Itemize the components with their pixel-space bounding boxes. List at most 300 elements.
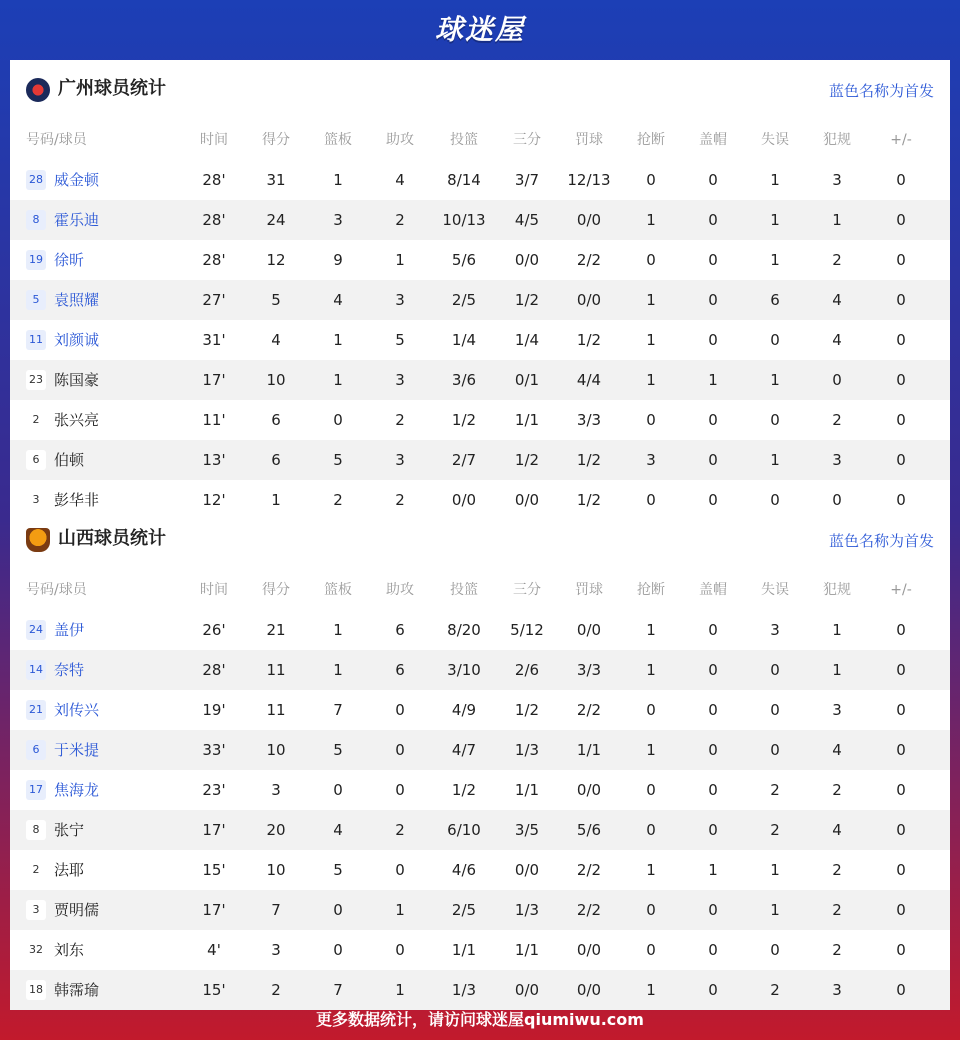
stat-field-goals: 2/5: [451, 291, 477, 309]
stat-rebounds: 4: [333, 291, 343, 309]
stat-points: 3: [271, 781, 281, 799]
column-header-turnovers: 失误: [761, 132, 789, 148]
stat-steals: 1: [646, 741, 656, 759]
stat-turnovers: 6: [770, 291, 780, 309]
brand-logo: 球迷屋: [434, 13, 525, 46]
stat-three-pointers: 4/5: [514, 211, 540, 229]
player-cell: [26, 440, 196, 480]
footer-banner[interactable]: 更多数据统计，请访问球迷屋qiumiwu.com: [316, 1010, 644, 1029]
jersey-number-badge: 18: [26, 980, 46, 1000]
stat-free-throws: 0/0: [576, 981, 602, 999]
stat-minutes: 15': [202, 861, 226, 879]
column-header-three-pointers: 三分: [513, 582, 541, 598]
player-row[interactable]: [10, 650, 950, 690]
stat-fouls: 2: [832, 781, 842, 799]
stat-rebounds: 4: [333, 821, 343, 839]
stat-steals: 1: [646, 291, 656, 309]
stat-assists: 2: [395, 411, 405, 429]
stat-three-pointers: 5/12: [510, 621, 544, 639]
stat-fouls: 3: [832, 981, 842, 999]
stat-plus-minus: 0: [896, 171, 906, 189]
player-row[interactable]: [10, 810, 950, 850]
player-cell: [26, 160, 196, 200]
player-cell: [26, 770, 196, 810]
stat-field-goals: 0/0: [451, 491, 477, 509]
stat-assists: 1: [395, 251, 405, 269]
player-row[interactable]: [10, 320, 950, 360]
player-row[interactable]: [10, 280, 950, 320]
stat-turnovers: 0: [770, 491, 780, 509]
stat-fouls: 4: [832, 331, 842, 349]
stat-minutes: 28': [202, 661, 226, 679]
stat-blocks: 0: [708, 331, 718, 349]
stat-blocks: 0: [708, 941, 718, 959]
stat-plus-minus: 0: [896, 741, 906, 759]
team-title: 山西球员统计: [58, 528, 166, 549]
column-header-steals: 抢断: [637, 582, 665, 598]
stat-rebounds: 0: [333, 901, 343, 919]
player-cell: [26, 930, 196, 970]
stat-turnovers: 0: [770, 411, 780, 429]
stat-three-pointers: 2/6: [514, 661, 540, 679]
stat-assists: 0: [395, 701, 405, 719]
stat-rebounds: 1: [333, 331, 343, 349]
stat-assists: 0: [395, 861, 405, 879]
stat-field-goals: 1/4: [451, 331, 477, 349]
player-row[interactable]: [10, 770, 950, 810]
player-name-link[interactable]: 贾明儒: [54, 901, 100, 919]
stat-three-pointers: 1/2: [514, 451, 540, 469]
stat-plus-minus: 0: [896, 901, 906, 919]
table-header-row: [10, 120, 950, 160]
stat-free-throws: 1/2: [576, 491, 602, 509]
player-cell: [26, 610, 196, 650]
stat-blocks: 0: [708, 291, 718, 309]
stat-blocks: 0: [708, 621, 718, 639]
stat-steals: 0: [646, 251, 656, 269]
stat-blocks: 0: [708, 411, 718, 429]
stat-three-pointers: 3/5: [514, 821, 540, 839]
stat-fouls: 1: [832, 661, 842, 679]
column-header-fouls: 犯规: [823, 132, 851, 148]
stat-three-pointers: 1/3: [514, 901, 540, 919]
starter-note: 蓝色名称为首发: [828, 82, 934, 100]
stat-turnovers: 0: [770, 331, 780, 349]
stat-minutes: 13': [202, 451, 226, 469]
stat-free-throws: 2/2: [576, 701, 602, 719]
stat-points: 31: [266, 171, 286, 189]
stat-turnovers: 1: [770, 171, 780, 189]
stat-blocks: 0: [708, 781, 718, 799]
stat-assists: 2: [395, 491, 405, 509]
shanxi-team-logo-icon: [26, 528, 50, 552]
stat-turnovers: 1: [770, 861, 780, 879]
stat-free-throws: 2/2: [576, 861, 602, 879]
stat-free-throws: 0/0: [576, 621, 602, 639]
player-row[interactable]: [10, 730, 950, 770]
column-header-free-throws: 罚球: [575, 582, 603, 598]
stat-assists: 3: [395, 291, 405, 309]
column-header-points: 得分: [262, 582, 290, 598]
player-name-link[interactable]: 刘东: [54, 941, 85, 959]
stat-field-goals: 4/7: [451, 741, 477, 759]
stat-plus-minus: 0: [896, 371, 906, 389]
stat-three-pointers: 0/0: [514, 861, 540, 879]
player-name-link[interactable]: 徐昕: [54, 251, 85, 269]
stat-rebounds: 5: [333, 861, 343, 879]
stat-steals: 0: [646, 491, 656, 509]
stat-minutes: 12': [202, 491, 226, 509]
stat-plus-minus: 0: [896, 861, 906, 879]
column-header-plus-minus: +/-: [890, 132, 912, 148]
stat-blocks: 0: [708, 251, 718, 269]
stat-turnovers: 1: [770, 451, 780, 469]
stat-blocks: 0: [708, 821, 718, 839]
stat-rebounds: 5: [333, 741, 343, 759]
stat-rebounds: 1: [333, 171, 343, 189]
stat-field-goals: 4/6: [451, 861, 477, 879]
player-cell: [26, 810, 196, 850]
stat-assists: 3: [395, 371, 405, 389]
player-row[interactable]: [10, 240, 950, 280]
player-cell: [26, 240, 196, 280]
stat-turnovers: 1: [770, 211, 780, 229]
jersey-number-badge: 24: [26, 620, 46, 640]
stat-three-pointers: 1/1: [514, 411, 540, 429]
stat-points: 21: [266, 621, 286, 639]
stat-minutes: 17': [202, 371, 226, 389]
starter-note: 蓝色名称为首发: [828, 532, 934, 550]
stat-turnovers: 3: [770, 621, 780, 639]
stat-fouls: 2: [832, 901, 842, 919]
jersey-number-badge: 28: [26, 170, 46, 190]
jersey-number-badge: 6: [26, 740, 46, 760]
player-name-link[interactable]: 陈国豪: [54, 371, 100, 389]
stat-fouls: 4: [832, 741, 842, 759]
stat-points: 4: [271, 331, 281, 349]
player-row[interactable]: [10, 440, 950, 480]
stat-rebounds: 7: [333, 981, 343, 999]
stat-three-pointers: 1/3: [514, 741, 540, 759]
player-name-link[interactable]: 焦海龙: [54, 781, 100, 799]
player-cell: [26, 200, 196, 240]
stat-free-throws: 4/4: [576, 371, 602, 389]
player-name-link[interactable]: 伯顿: [54, 451, 85, 469]
column-header-rebounds: 篮板: [324, 582, 352, 598]
stat-free-throws: 3/3: [576, 661, 602, 679]
stat-points: 24: [266, 211, 286, 229]
stat-steals: 0: [646, 781, 656, 799]
stat-steals: 0: [646, 941, 656, 959]
jersey-number-badge: 14: [26, 660, 46, 680]
column-header-free-throws: 罚球: [575, 132, 603, 148]
column-header-field-goals: 投篮: [450, 582, 478, 598]
stat-points: 6: [271, 411, 281, 429]
stat-minutes: 11': [202, 411, 226, 429]
stat-blocks: 0: [708, 451, 718, 469]
stat-fouls: 4: [832, 291, 842, 309]
stat-rebounds: 1: [333, 371, 343, 389]
stat-blocks: 0: [708, 171, 718, 189]
player-row[interactable]: [10, 160, 950, 200]
stat-minutes: 26': [202, 621, 226, 639]
stat-assists: 6: [395, 661, 405, 679]
jersey-number-badge: 21: [26, 700, 46, 720]
player-row[interactable]: [10, 850, 950, 890]
stat-plus-minus: 0: [896, 941, 906, 959]
stat-field-goals: 1/2: [451, 781, 477, 799]
column-header-three-pointers: 三分: [513, 132, 541, 148]
jersey-number-badge: 8: [26, 820, 46, 840]
stat-minutes: 19': [202, 701, 226, 719]
stat-field-goals: 2/5: [451, 901, 477, 919]
stat-steals: 1: [646, 211, 656, 229]
stat-rebounds: 2: [333, 491, 343, 509]
stat-rebounds: 1: [333, 621, 343, 639]
stat-assists: 3: [395, 451, 405, 469]
stat-fouls: 1: [832, 211, 842, 229]
stat-plus-minus: 0: [896, 821, 906, 839]
stat-points: 1: [271, 491, 281, 509]
player-name-link[interactable]: 彭华非: [54, 491, 100, 509]
player-name-link[interactable]: 法耶: [54, 861, 85, 879]
column-header-minutes: 时间: [200, 582, 228, 598]
column-header-field-goals: 投篮: [450, 132, 478, 148]
stat-field-goals: 8/20: [447, 621, 481, 639]
stat-fouls: 0: [832, 491, 842, 509]
player-row[interactable]: [10, 360, 950, 400]
stat-steals: 0: [646, 411, 656, 429]
stat-turnovers: 2: [770, 781, 780, 799]
stat-three-pointers: 1/1: [514, 941, 540, 959]
stat-fouls: 3: [832, 171, 842, 189]
jersey-number-badge: 3: [26, 900, 46, 920]
stat-fouls: 4: [832, 821, 842, 839]
stat-plus-minus: 0: [896, 451, 906, 469]
stat-free-throws: 0/0: [576, 291, 602, 309]
stat-steals: 0: [646, 901, 656, 919]
stat-plus-minus: 0: [896, 331, 906, 349]
player-row[interactable]: [10, 400, 950, 440]
team-section-guangzhou: [10, 60, 950, 520]
player-name-link[interactable]: 刘传兴: [54, 701, 100, 719]
stat-plus-minus: 0: [896, 411, 906, 429]
stat-assists: 4: [395, 171, 405, 189]
stat-three-pointers: 1/2: [514, 701, 540, 719]
stat-minutes: 28': [202, 171, 226, 189]
stat-free-throws: 1/1: [576, 741, 602, 759]
stat-three-pointers: 0/0: [514, 251, 540, 269]
column-header-assists: 助攻: [386, 132, 414, 148]
stat-free-throws: 1/2: [576, 331, 602, 349]
stat-fouls: 2: [832, 251, 842, 269]
stat-steals: 1: [646, 661, 656, 679]
stat-assists: 6: [395, 621, 405, 639]
column-header-turnovers: 失误: [761, 582, 789, 598]
stat-three-pointers: 1/4: [514, 331, 540, 349]
stat-steals: 0: [646, 821, 656, 839]
jersey-number-badge: 2: [26, 860, 46, 880]
team-section-shanxi: [10, 510, 950, 1010]
column-header-steals: 抢断: [637, 132, 665, 148]
stat-plus-minus: 0: [896, 981, 906, 999]
stat-turnovers: 0: [770, 661, 780, 679]
stat-plus-minus: 0: [896, 211, 906, 229]
table-header-row: [10, 570, 950, 610]
stat-points: 12: [266, 251, 286, 269]
stat-blocks: 0: [708, 701, 718, 719]
column-header-minutes: 时间: [200, 132, 228, 148]
stat-free-throws: 0/0: [576, 941, 602, 959]
stat-points: 10: [266, 861, 286, 879]
stat-minutes: 15': [202, 981, 226, 999]
jersey-number-badge: 23: [26, 370, 46, 390]
stat-fouls: 3: [832, 701, 842, 719]
stat-points: 20: [266, 821, 286, 839]
jersey-number-badge: 11: [26, 330, 46, 350]
stat-minutes: 28': [202, 211, 226, 229]
stat-plus-minus: 0: [896, 661, 906, 679]
stat-assists: 2: [395, 211, 405, 229]
stat-points: 10: [266, 741, 286, 759]
player-name-link[interactable]: 张兴亮: [54, 411, 100, 429]
stat-field-goals: 1/2: [451, 411, 477, 429]
column-header-rebounds: 篮板: [324, 132, 352, 148]
player-name-link[interactable]: 霍乐迪: [54, 211, 100, 229]
stat-free-throws: 0/0: [576, 211, 602, 229]
stat-fouls: 3: [832, 451, 842, 469]
team-header: [10, 60, 950, 120]
jersey-number-badge: 5: [26, 290, 46, 310]
stat-plus-minus: 0: [896, 621, 906, 639]
stat-field-goals: 4/9: [451, 701, 477, 719]
stat-free-throws: 1/2: [576, 451, 602, 469]
stat-rebounds: 0: [333, 781, 343, 799]
jersey-number-badge: 8: [26, 210, 46, 230]
stat-points: 6: [271, 451, 281, 469]
stat-three-pointers: 0/0: [514, 491, 540, 509]
stats-panel: [10, 60, 950, 1000]
stat-turnovers: 0: [770, 741, 780, 759]
player-row[interactable]: [10, 610, 950, 650]
stat-blocks: 0: [708, 661, 718, 679]
guangzhou-team-logo-icon: [26, 78, 50, 102]
player-row[interactable]: [10, 890, 950, 930]
stat-field-goals: 1/3: [451, 981, 477, 999]
player-row[interactable]: [10, 200, 950, 240]
stat-points: 2: [271, 981, 281, 999]
stat-blocks: 0: [708, 211, 718, 229]
player-name-link[interactable]: 于米提: [54, 741, 100, 759]
jersey-number-badge: 2: [26, 410, 46, 430]
stat-rebounds: 9: [333, 251, 343, 269]
column-header-fouls: 犯规: [823, 582, 851, 598]
stat-rebounds: 7: [333, 701, 343, 719]
stat-free-throws: 0/0: [576, 781, 602, 799]
player-cell: [26, 650, 196, 690]
stat-fouls: 2: [832, 411, 842, 429]
stat-minutes: 33': [202, 741, 226, 759]
stat-steals: 3: [646, 451, 656, 469]
stat-field-goals: 3/6: [451, 371, 477, 389]
stat-three-pointers: 1/1: [514, 781, 540, 799]
player-cell: [26, 690, 196, 730]
stat-rebounds: 0: [333, 941, 343, 959]
stat-blocks: 0: [708, 981, 718, 999]
player-cell: [26, 280, 196, 320]
stat-turnovers: 1: [770, 901, 780, 919]
player-cell: [26, 850, 196, 890]
stat-three-pointers: 0/0: [514, 981, 540, 999]
stat-points: 3: [271, 941, 281, 959]
stat-blocks: 1: [708, 371, 718, 389]
column-header-assists: 助攻: [386, 582, 414, 598]
player-cell: [26, 400, 196, 440]
player-name-link[interactable]: 袁照耀: [54, 291, 100, 309]
stat-three-pointers: 0/1: [514, 371, 540, 389]
player-name-link[interactable]: 韩霈瑜: [54, 981, 100, 999]
player-name-link[interactable]: 奈特: [54, 661, 85, 679]
player-name-link[interactable]: 盖伊: [54, 621, 85, 639]
player-name-link[interactable]: 威金顿: [54, 171, 100, 189]
player-name-link[interactable]: 张宁: [54, 821, 85, 839]
column-header-blocks: 盖帽: [699, 132, 727, 148]
stat-turnovers: 1: [770, 371, 780, 389]
player-row[interactable]: [10, 930, 950, 970]
stat-blocks: 0: [708, 901, 718, 919]
stat-free-throws: 2/2: [576, 901, 602, 919]
stat-points: 10: [266, 371, 286, 389]
jersey-number-badge: 19: [26, 250, 46, 270]
stat-three-pointers: 1/2: [514, 291, 540, 309]
stat-steals: 1: [646, 621, 656, 639]
player-cell: [26, 360, 196, 400]
stat-fouls: 2: [832, 861, 842, 879]
stat-blocks: 0: [708, 741, 718, 759]
stat-rebounds: 5: [333, 451, 343, 469]
jersey-number-badge: 17: [26, 780, 46, 800]
stat-turnovers: 2: [770, 981, 780, 999]
player-name-link[interactable]: 刘颜诚: [54, 331, 100, 349]
stat-field-goals: 3/10: [447, 661, 481, 679]
stat-steals: 0: [646, 701, 656, 719]
stat-minutes: 27': [202, 291, 226, 309]
stat-steals: 1: [646, 861, 656, 879]
stat-assists: 2: [395, 821, 405, 839]
stat-fouls: 1: [832, 621, 842, 639]
stat-plus-minus: 0: [896, 251, 906, 269]
player-cell: [26, 890, 196, 930]
stat-steals: 1: [646, 371, 656, 389]
stat-steals: 1: [646, 981, 656, 999]
stat-minutes: 17': [202, 901, 226, 919]
stat-minutes: 28': [202, 251, 226, 269]
stat-turnovers: 2: [770, 821, 780, 839]
stat-rebounds: 0: [333, 411, 343, 429]
stat-three-pointers: 3/7: [514, 171, 540, 189]
stat-turnovers: 0: [770, 701, 780, 719]
stat-steals: 1: [646, 331, 656, 349]
stat-plus-minus: 0: [896, 291, 906, 309]
stat-blocks: 0: [708, 491, 718, 509]
stat-fouls: 0: [832, 371, 842, 389]
stat-rebounds: 3: [333, 211, 343, 229]
jersey-number-badge: 3: [26, 490, 46, 510]
player-row[interactable]: [10, 690, 950, 730]
stat-turnovers: 0: [770, 941, 780, 959]
stat-turnovers: 1: [770, 251, 780, 269]
stat-field-goals: 10/13: [442, 211, 486, 229]
